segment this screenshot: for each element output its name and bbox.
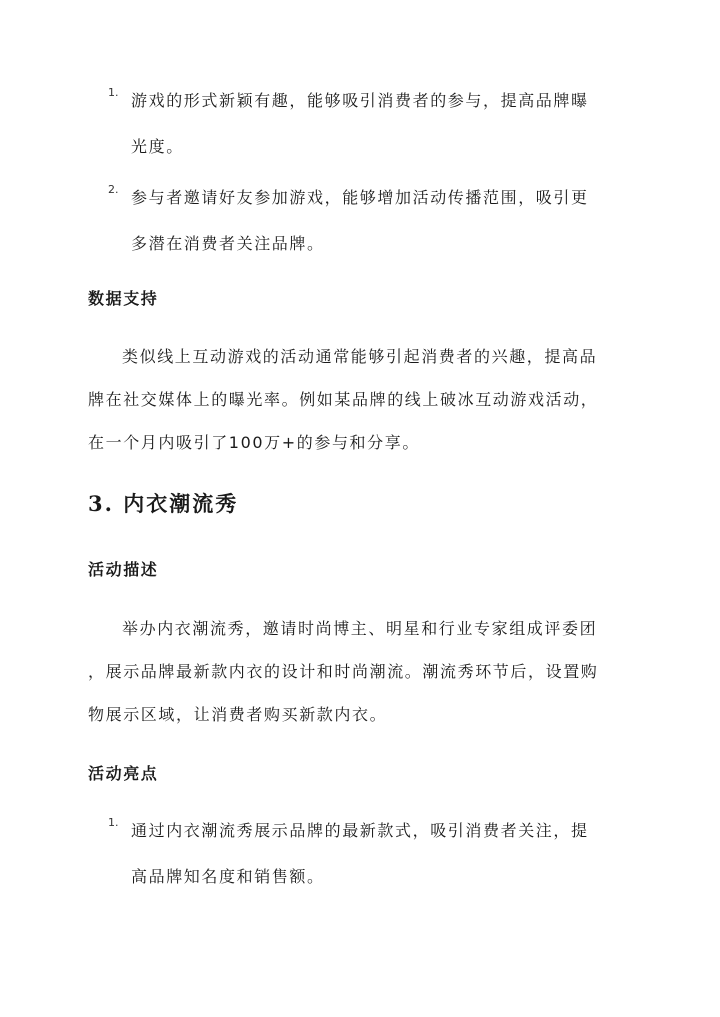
list-number: 1. [108,816,119,829]
list-item [88,808,648,900]
section-title: 3. 内衣潮流秀 [88,491,239,516]
list-number: 2. [108,183,119,196]
activity-description-heading: 活动描述 [88,560,159,579]
activity-description-paragraph [88,607,636,736]
list-item [88,175,648,267]
list-number: 1. [108,86,119,99]
activity-highlights-heading: 活动亮点 [88,764,159,783]
list-item-text-line-1: 游戏的形式新颖有趣，能够吸引消费者的参与，提高品牌曝 [131,91,589,110]
list-item [88,78,648,170]
paragraph-line: 牌在社交媒体上的曝光率。例如某品牌的线上破冰互动游戏活动， [88,390,599,409]
paragraph-line: 类似线上互动游戏的活动通常能够引起消费者的兴趣，提高品 [122,347,598,366]
paragraph-line: 物展示区域，让消费者购买新款内衣。 [88,705,388,724]
list-item-text-line-2: 多潜在消费者关注品牌。 [131,234,325,253]
paragraph-line: ，展示品牌最新款内衣的设计和时尚潮流。潮流秀环节后，设置购 [88,662,599,681]
list-item-text-line-2: 高品牌知名度和销售额。 [131,867,325,886]
list-item-text-line-2: 光度。 [131,137,184,156]
data-support-heading: 数据支持 [88,289,159,308]
paragraph-line: 举办内衣潮流秀，邀请时尚博主、明星和行业专家组成评委团 [122,619,598,638]
list-item-text-line-1: 参与者邀请好友参加游戏，能够增加活动传播范围，吸引更 [131,188,589,207]
list-item-text-line-1: 通过内衣潮流秀展示品牌的最新款式，吸引消费者关注，提 [131,821,589,840]
data-support-paragraph [88,335,636,464]
paragraph-line: 在一个月内吸引了100万+的参与和分享。 [88,433,420,452]
